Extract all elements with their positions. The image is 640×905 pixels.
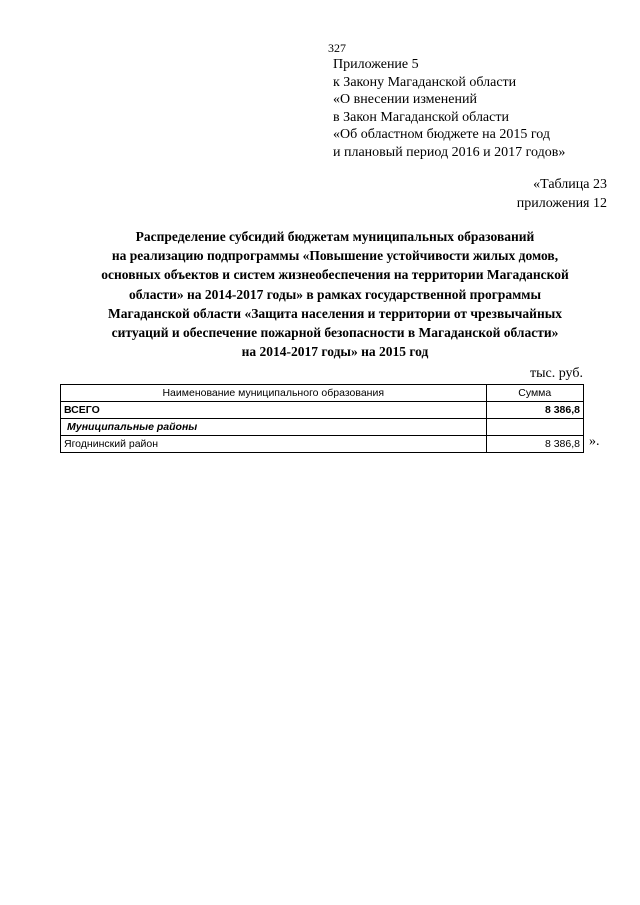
title-line: Распределение субсидий бюджетам муниципальных образований [135,229,535,244]
row-name: Ягоднинский район [61,436,487,453]
appendix-line: в Закон Магаданской области [333,109,509,125]
table-reference-line: приложения 12 [516,195,607,211]
table-row [61,436,584,453]
title-line: на 2014-2017 годы» на 2015 год [241,344,429,360]
appendix-header [333,56,565,162]
column-header-sum: Сумма [486,385,584,402]
title-line: ситуаций и обеспечение пожарной безопасности в Магаданской области» [111,325,559,341]
units-label: тыс. руб. [530,366,583,381]
table-reference [517,176,607,213]
column-header-name: Наименование муниципального образования [61,385,487,402]
row-name: Муниципальные районы [61,419,487,436]
subsidy-table [60,384,584,453]
appendix-line: к Закону Магаданской области [333,74,517,90]
title-line: области» на 2014-2017 годы» в рамках государственной программы [128,286,542,302]
row-value: 8 386,8 [486,402,584,419]
title-line: Магаданской области «Защита населения и территории от чрезвычайных [107,305,563,321]
table-reference-line: «Таблица 23 [533,177,607,192]
appendix-line: Приложение 5 [333,57,419,72]
title-line: на реализацию подпрограммы «Повышение устойчивости жилых домов, [111,248,559,264]
document-title [40,227,630,361]
closing-quote: ». [589,434,600,449]
page-number: 327 [328,41,346,55]
appendix-line: «Об областном бюджете на 2015 год [333,127,550,143]
appendix-line: и плановый период 2016 и 2017 годов» [333,144,566,160]
table-row-group [61,419,584,436]
appendix-line: «О внесении изменений [333,92,477,108]
table-header-row [61,385,584,402]
table-row-total [61,402,584,419]
row-name: ВСЕГО [61,402,487,419]
row-value [486,419,584,436]
title-line: основных объектов и систем жизнеобеспечения на территории Магаданской [101,267,569,283]
row-value: 8 386,8 [486,436,584,453]
